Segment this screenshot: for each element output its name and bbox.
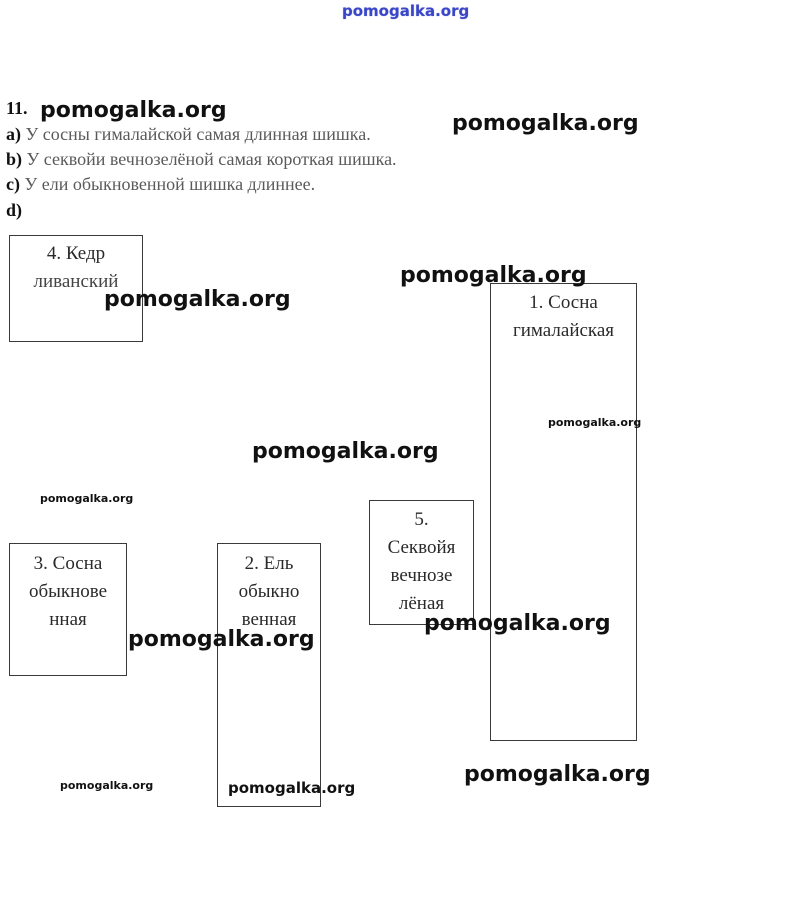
cone-label-sequoia-1: 5. bbox=[414, 509, 429, 530]
watermark: pomogalka.org bbox=[548, 416, 642, 429]
watermark: pomogalka.org bbox=[452, 111, 639, 136]
cone-box-himalayan-pine bbox=[490, 283, 637, 741]
cone-label-scots-pine-2: обыкнове bbox=[28, 581, 108, 602]
statement-c: c) У ели обыкновенной шишка длиннее. bbox=[6, 174, 316, 194]
cone-box-scots-pine bbox=[9, 543, 127, 676]
task-number: 11. bbox=[6, 98, 28, 118]
watermark: pomogalka.org bbox=[128, 627, 315, 652]
watermark: pomogalka.org bbox=[424, 611, 611, 636]
watermark: pomogalka.org bbox=[40, 98, 227, 123]
watermark: pomogalka.org bbox=[228, 779, 356, 797]
watermark-top: pomogalka.org bbox=[342, 2, 470, 20]
statement-d: d) bbox=[6, 200, 23, 220]
cone-box-spruce bbox=[217, 543, 321, 807]
cone-label-spruce-3: венная bbox=[241, 609, 297, 630]
watermark: pomogalka.org bbox=[40, 492, 134, 505]
watermark: pomogalka.org bbox=[400, 263, 587, 288]
statement-a: a) У сосны гималайской самая длинная шишка. bbox=[6, 124, 371, 144]
cone-box-sequoia bbox=[369, 500, 474, 625]
cone-label-sequoia-2: Секвойя bbox=[387, 537, 456, 558]
cone-label-himalayan-pine-1: 1. Сосна bbox=[529, 292, 598, 313]
cone-label-cedar-1: 4. Кедр bbox=[46, 243, 106, 264]
watermark: pomogalka.org bbox=[252, 439, 439, 464]
cone-label-sequoia-3: вечнозе bbox=[390, 565, 453, 586]
statement-b: b) У секвойи вечнозелёной самая короткая шишка. bbox=[6, 149, 397, 169]
cone-label-spruce-1: 2. Ель bbox=[244, 553, 294, 574]
cone-label-spruce-2: обыкно bbox=[238, 581, 300, 602]
cone-label-scots-pine-1: 3. Сосна bbox=[33, 553, 103, 574]
cone-label-himalayan-pine-2: гималайская bbox=[512, 320, 615, 341]
cone-label-scots-pine-3: нная bbox=[49, 609, 87, 630]
watermark: pomogalka.org bbox=[60, 779, 154, 792]
watermark: pomogalka.org bbox=[104, 287, 291, 312]
watermark: pomogalka.org bbox=[464, 762, 651, 787]
cone-label-cedar-2: ливанский bbox=[33, 271, 119, 292]
cone-label-sequoia-4: лёная bbox=[398, 593, 445, 614]
